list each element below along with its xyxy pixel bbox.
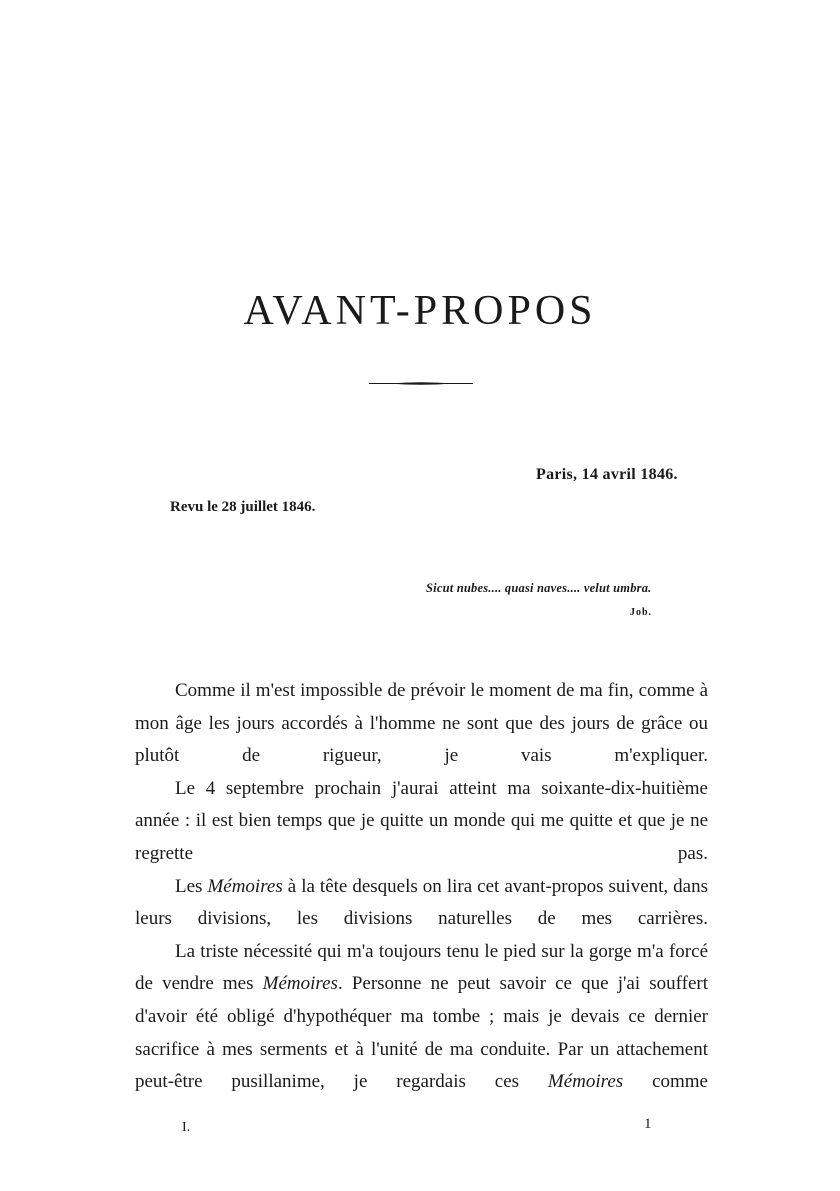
text-run: forcé de vendre mes (135, 940, 709, 995)
text-line: année : il est bien temps que je quitte un monde qui me quitte et que (135, 810, 666, 832)
text-run: comme (623, 1071, 708, 1093)
text-line: La triste nécessité qui m'a toujours tenu le pied sur la gorge m'a (175, 940, 664, 962)
epigraph-quote: Sicut nubes.... quasi naves.... velut umbra. (426, 581, 652, 595)
text-line: souffert d'avoir été obligé d'hypothéquer ma tombe ; mais je devais (135, 973, 708, 1027)
text-line: je ne regrette pas. (135, 810, 708, 864)
page-title: AVANT-PROPOS (243, 288, 597, 334)
text-run: à la tête desquels on lira cet avant-propos suivent, (282, 875, 669, 897)
text-run: un attachement peut-être pusillanime, je regardais ces (135, 1038, 709, 1093)
italic-title: Mémoires (207, 875, 283, 897)
ornamental-rule (369, 381, 473, 384)
text-run: Les (175, 875, 208, 897)
revision-note: Revu le 28 juillet 1846. (170, 499, 316, 515)
italic-title: Mémoires (547, 1071, 624, 1093)
text-line: jours de grâce ou plutôt de rigueur, je vais m'expliquer. (135, 712, 709, 767)
italic-title: Mémoires (262, 973, 338, 995)
text-line: comme à mon âge les jours accordés à l'homme ne sont que des (135, 680, 709, 734)
dateline: Paris, 14 avril 1846. (536, 466, 678, 483)
text-line: Le 4 septembre prochain j'aurai atteint ma soixante-dix-huitième (175, 777, 708, 799)
body-text (135, 675, 708, 1099)
text-line: ce dernier sacrifice à mes serments et à l'unité de ma conduite. Par (135, 1005, 708, 1060)
paragraph (135, 871, 708, 936)
text-run: . Personne ne peut savoir ce que j'ai (337, 973, 641, 995)
signature-mark: I. (182, 1120, 191, 1135)
paragraph (135, 773, 708, 871)
page-number: 1 (644, 1116, 652, 1132)
paragraph (135, 675, 708, 773)
epigraph-source: Job. (630, 607, 653, 618)
text-line: Comme il m'est impossible de prévoir le moment de ma fin, (175, 680, 634, 701)
text-line: dans leurs divisions, les divisions naturelles de mes carrières. (135, 875, 708, 930)
paragraph (135, 936, 708, 1099)
